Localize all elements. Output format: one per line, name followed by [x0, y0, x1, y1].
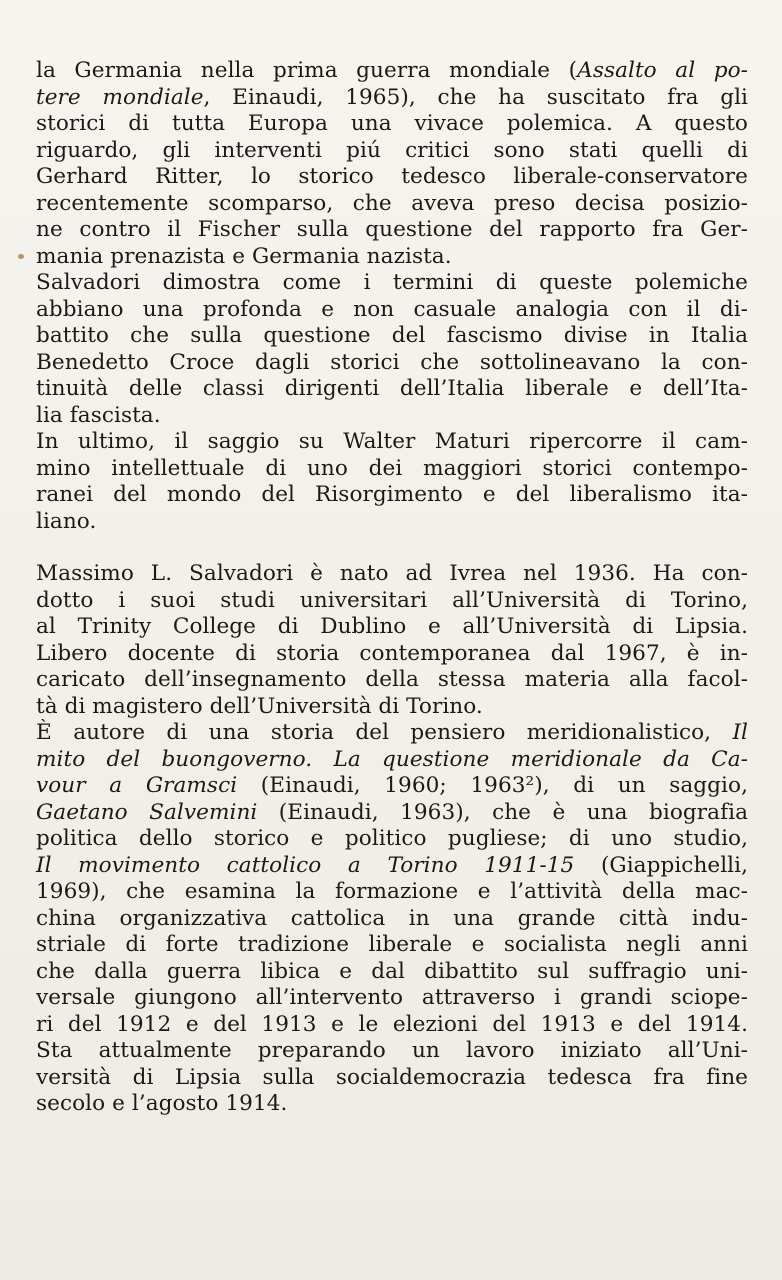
text-line: caricato dell’insegnamento della stessa materia alla facol-: [36, 667, 748, 692]
text-line: china organizzativa cattolica in una grande città indu-: [36, 905, 748, 931]
paragraph-author-bio: [36, 561, 748, 720]
text-line: ranei del mondo del Risorgimento e del liberalismo ita-: [36, 482, 748, 507]
text-line: Gerhard Ritter, lo storico tedesco liberale-conservatore: [36, 164, 748, 189]
book-title: vour a Gramsci: [36, 773, 238, 798]
text-line: tà di magistero dell’Università di Torino.: [36, 693, 483, 719]
text-line: liano.: [36, 508, 97, 534]
text-line: storici di tutta Europa una vivace polemica. A questo: [36, 111, 748, 136]
text-line: battito che sulla questione del fascismo divise in Italia: [36, 323, 748, 348]
paragraph-gap: [36, 535, 748, 561]
text-line: riguardo, gli interventi piú critici sono stati quelli di: [36, 137, 748, 163]
text-line: mania prenazista e Germania nazista.: [36, 243, 452, 269]
text-line: versale giungono all’intervento attraverso i grandi sciope-: [36, 985, 748, 1010]
text-line: Massimo L. Salvadori è nato ad Ivrea nel 1936. Ha con-: [36, 561, 748, 586]
text-line: mino intellettuale di uno dei maggiori storici contempo-: [36, 455, 748, 481]
text-line: che dalla guerra libica e dal dibattito sul suffragio uni-: [36, 958, 748, 984]
page-text: [36, 58, 748, 1118]
book-title: Gaetano Salvemini: [36, 799, 258, 825]
text-line: È autore di una storia del pensiero meridionalistico, Il: [36, 720, 748, 745]
text-line: versità di Lipsia sulla socialdemocrazia tedesca fra fine: [36, 1064, 748, 1090]
text-line: secolo e l’agosto 1914.: [36, 1091, 288, 1116]
paragraph-croce-analogy: [36, 270, 748, 429]
text-line: al Trinity College di Dublino e all’Università di Lipsia.: [36, 614, 748, 639]
book-title: tere mondiale: [36, 84, 204, 110]
ink-smudge: [18, 254, 24, 259]
text-line: striale di forte tradizione liberale e socialista negli anni: [36, 932, 748, 957]
text-line: Gaetano Salvemini (Einaudi, 1963), che è una biografia: [36, 799, 748, 825]
paragraph-author-works: [36, 720, 748, 1118]
text-line: abbiano una profonda e non casuale analogia con il di-: [36, 296, 748, 322]
text-line: vour a Gramsci (Einaudi, 1960; 1963²), di un saggio,: [36, 773, 748, 798]
book-title: Assalto al po-: [577, 58, 749, 83]
paragraph-maturi: [36, 429, 748, 535]
book-title: mito del buongoverno. La questione meridionale da Ca-: [36, 746, 748, 772]
text-line: recentemente scomparso, che aveva preso decisa posizio-: [36, 190, 748, 216]
text-line: tere mondiale, Einaudi, 1965), che ha suscitato fra gli: [36, 84, 748, 110]
text-line: Salvadori dimostra come i termini di queste polemiche: [36, 270, 748, 295]
text-line: In ultimo, il saggio su Walter Maturi ripercorre il cam-: [36, 429, 748, 454]
text-line: la Germania nella prima guerra mondiale (Assalto al po-: [36, 58, 749, 83]
text-line: Sta attualmente preparando un lavoro iniziato all’Uni-: [36, 1038, 748, 1063]
text-line: ri del 1912 e del 1913 e le elezioni del 1913 e del 1914.: [36, 1011, 748, 1037]
book-title: Il movimento cattolico a Torino 1911-15: [36, 852, 575, 878]
text-line: lia fascista.: [36, 402, 161, 428]
text-line: [36, 747, 748, 774]
text-line: Benedetto Croce dagli storici che sottolineavano la con-: [36, 349, 748, 375]
text-line: politica dello storico e politico pugliese; di uno studio,: [36, 826, 748, 851]
text-line: Il movimento cattolico a Torino 1911-15 (Giappichelli,: [36, 852, 749, 878]
text-line: 1969), che esamina la formazione e l’attività della mac-: [36, 879, 748, 904]
book-title: Il: [732, 720, 748, 745]
text-line: Libero docente di storia contemporanea dal 1967, è in-: [36, 640, 748, 666]
text-line: ne contro il Fischer sulla questione del rapporto fra Ger-: [36, 217, 748, 242]
paragraph-fischer-polemic: [36, 58, 748, 270]
text-line: tinuità delle classi dirigenti dell’Italia liberale e dell’Ita-: [36, 376, 748, 401]
text-line: dotto i suoi studi universitari all’Università di Torino,: [36, 587, 748, 613]
